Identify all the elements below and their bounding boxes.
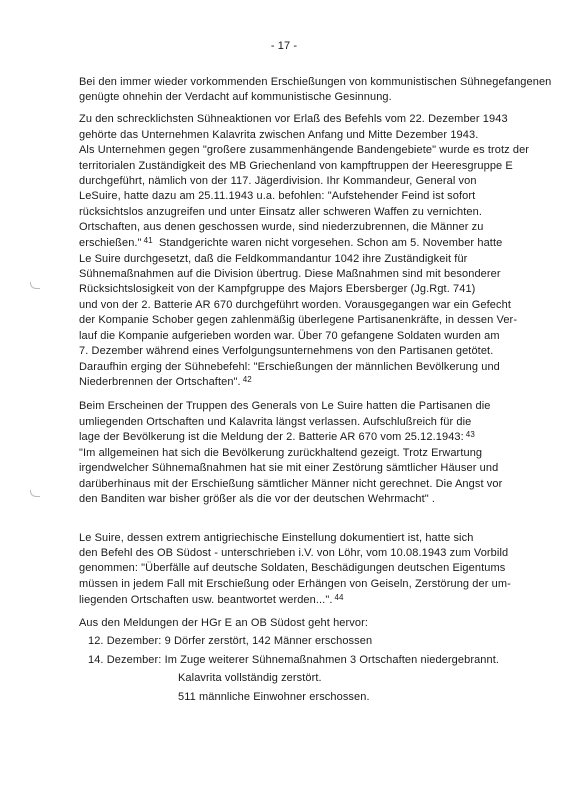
text-span: liegenden Ortschaften usw. beantwortet werden...". bbox=[79, 594, 333, 606]
list-item-continued: 511 männliche Einwohner erschossen. bbox=[178, 691, 370, 703]
text-line: irgendwelcher Sühnemaßnahmen hat sie mit einer Zestörung sämtlicher Häuser und bbox=[79, 462, 499, 474]
list-item: 14. Dezember: Im Zuge weiterer Sühnemaßnahmen 3 Ortschaften niedergebrannt. bbox=[88, 654, 500, 666]
text-line: Zu den schrecklichsten Sühneaktionen vor Erlaß des Befehls vom 22. Dezember 1943 bbox=[79, 113, 508, 125]
text-line bbox=[79, 375, 252, 390]
text-line: Bei den immer wieder vorkommenden Erschießungen von kommunistischen Sühnegefangenen bbox=[79, 76, 552, 88]
margin-mark-lower bbox=[30, 490, 40, 497]
text-line: Beim Erscheinen der Truppen des Generals von Le Suire hatten die Partisanen die bbox=[79, 400, 491, 412]
list-item-continued: Kalavrita vollständig zerstört. bbox=[178, 672, 322, 684]
text-line: Le Suire, dessen extrem antigriechische Einstellung dokumentiert ist, hatte sich bbox=[79, 532, 474, 544]
text-line: "Im allgemeinen hat sich die Bevölkerung zurückhaltend gezeigt. Trotz Erwartung bbox=[79, 447, 483, 459]
text-line: Daraufhin erging der Sühnebefehl: "Erschießungen der männlichen Bevölkerung und bbox=[79, 361, 500, 373]
text-line: lauf die Kompanie aufgerieben worden war. Über 70 gefangene Soldaten wurden am bbox=[79, 330, 500, 342]
text-line: Le Suire durchgesetzt, daß die Feldkommandantur 1042 ihre Zuständigkeit für bbox=[79, 253, 468, 265]
footnote-44: 44 bbox=[334, 593, 344, 602]
text-line: Aus den Meldungen der HGr E an OB Südost geht hervor: bbox=[79, 617, 369, 629]
text-line: 7. Dezember während eines Verfolgungsunternehmens von den Partisanen getötet. bbox=[79, 345, 494, 357]
text-line: der Kompanie Schober gegen zahlenmäßig überlegene Partisanenkräfte, in dessen Ver- bbox=[79, 314, 518, 326]
text-line: umliegenden Ortschaften und Kalavrita längst verlassen. Aufschlußreich für die bbox=[79, 416, 472, 428]
text-line: müssen in jedem Fall mit Erschießung oder Erhängen von Geiseln, Zerstörung der um- bbox=[79, 578, 511, 590]
footnote-43: 43 bbox=[465, 430, 475, 439]
text-line: und von der 2. Batterie AR 670 durchgeführt worden. Vorausgegangen war ein Gefecht bbox=[79, 299, 511, 311]
text-line: territorialen Zuständigkeit des MB Griechenland von kampftruppen der Heeresgruppe E bbox=[79, 160, 513, 172]
text-line: Ortschaften, aus denen geschossen wurde, sind niederzubrennen, die Männer zu bbox=[79, 221, 484, 233]
text-line: gehörte das Unternehmen Kalavrita zwischen Anfang und Mitte Dezember 1943. bbox=[79, 129, 479, 141]
text-line: den Befehl des OB Südost - unterschrieben i.V. von Löhr, vom 10.08.1943 zum Vorbild bbox=[79, 547, 509, 559]
text-span: lage der Bevölkerung ist die Meldung der 2. Batterie AR 670 vom 25.12.1943: bbox=[79, 431, 464, 443]
footnote-42: 42 bbox=[242, 375, 252, 384]
text-line bbox=[79, 236, 502, 251]
text-line: LeSuire, hatte dazu am 25.11.1943 u.a. befohlen: "Aufstehender Feind ist sofort bbox=[79, 190, 476, 202]
text-line: durchgeführt, nämlich von der 117. Jägerdivision. Ihr Kommandeur, General von bbox=[79, 175, 477, 187]
quote-end: erschießen." bbox=[79, 237, 142, 249]
footnote-41: 41 bbox=[143, 236, 153, 245]
text-line: Rücksichtslosigkeit von der Kampfgruppe des Majors Ebersberger (Jg.Rgt. 741) bbox=[79, 283, 476, 295]
text-span: Standgerichte waren nicht vorgesehen. Schon am 5. November hatte bbox=[159, 237, 503, 249]
text-line: genommen: "Überfälle auf deutsche Soldaten, Beschädigungen deutschen Eigentums bbox=[79, 562, 506, 574]
text-line bbox=[79, 593, 344, 608]
text-line: Als Unternehmen gegen "großere zusammenhängende Bandengebiete" wurde es trotz der bbox=[79, 144, 530, 156]
text-line: rücksichtslos anzugreifen und unter Einsatz aller schweren Waffen zu vernichten. bbox=[79, 206, 482, 218]
page-number: - 17 - bbox=[270, 40, 298, 52]
text-line: genügte ohnehin der Verdacht auf kommunistische Gesinnung. bbox=[79, 91, 392, 103]
text-line: Sühnemaßnahmen auf die Division übertrug. Diese Maßnahmen sind mit besonderer bbox=[79, 268, 501, 280]
margin-mark-upper bbox=[30, 282, 40, 289]
list-item: 12. Dezember: 9 Dörfer zerstört, 142 Männer erschossen bbox=[88, 635, 373, 647]
text-span: Niederbrennen der Ortschaften". bbox=[79, 376, 241, 388]
text-line bbox=[79, 430, 475, 445]
text-line: darüberhinaus mit der Erschießung sämtlicher Männer nicht gerechnet. Die Angst vor bbox=[79, 478, 503, 490]
text-line: den Banditen war bisher größer als die vor der deutschen Wehrmacht" . bbox=[79, 493, 436, 505]
